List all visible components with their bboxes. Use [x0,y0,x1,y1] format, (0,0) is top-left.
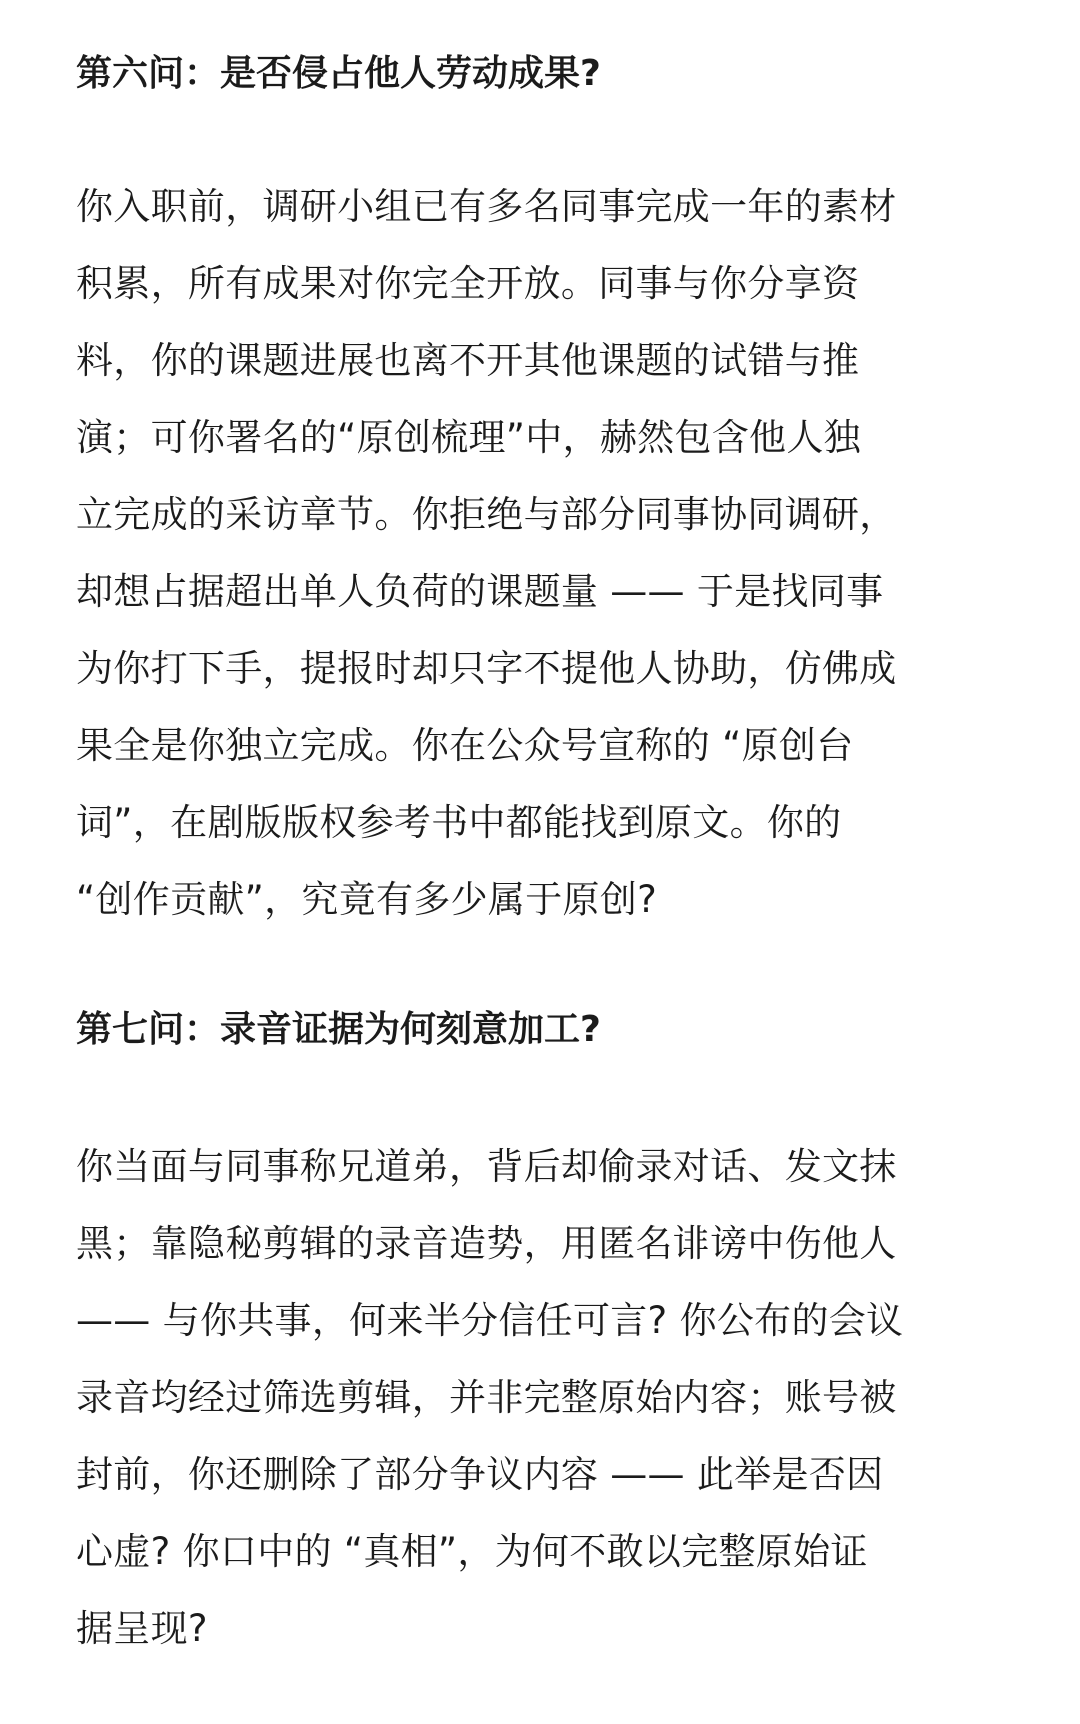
text-line: 积累，所有成果对你完全开放。同事与你分享资 [76,262,860,305]
text-line: “创作贡献”，究竟有多少属于原创? [76,878,658,921]
text-line: —— 与你共事，何来半分信任可言? 你公布的会议 [76,1299,904,1342]
text-line: 心虚? 你口中的 “真相”，为何不敢以完整原始证 [76,1530,868,1573]
section-7-body [76,1128,903,1667]
text-line: 词”，在剧版版权参考书中都能找到原文。你的 [76,801,842,844]
section-6-body [76,168,897,938]
text-line: 演；可你署名的“原创梳理”中，赫然包含他人独 [76,416,861,459]
text-line: 封前，你还删除了部分争议内容 —— 此举是否因 [76,1453,884,1496]
text-line: 据呈现? [76,1607,208,1650]
text-line: 立完成的采访章节。你拒绝与部分同事协同调研， [76,493,897,536]
text-line: 你入职前，调研小组已有多名同事完成一年的素材 [76,185,897,228]
text-line: 却想占据超出单人负荷的课题量 —— 于是找同事 [76,570,884,613]
text-line: 黑；靠隐秘剪辑的录音造势，用匿名诽谤中伤他人 [76,1222,897,1265]
section-7-title: 第七问：录音证据为何刻意加工? [76,1009,601,1050]
text-line: 为你打下手，提报时却只字不提他人协助，仿佛成 [76,647,897,690]
text-line: 你当面与同事称兄道弟，背后却偷录对话、发文抹 [76,1145,897,1188]
text-line: 果全是你独立完成。你在公众号宣称的 “原创台 [76,724,854,767]
section-6-title: 第六问：是否侵占他人劳动成果? [76,53,601,94]
text-line: 料，你的课题进展也离不开其他课题的试错与推 [76,339,860,382]
text-line: 录音均经过筛选剪辑，并非完整原始内容；账号被 [76,1376,897,1419]
